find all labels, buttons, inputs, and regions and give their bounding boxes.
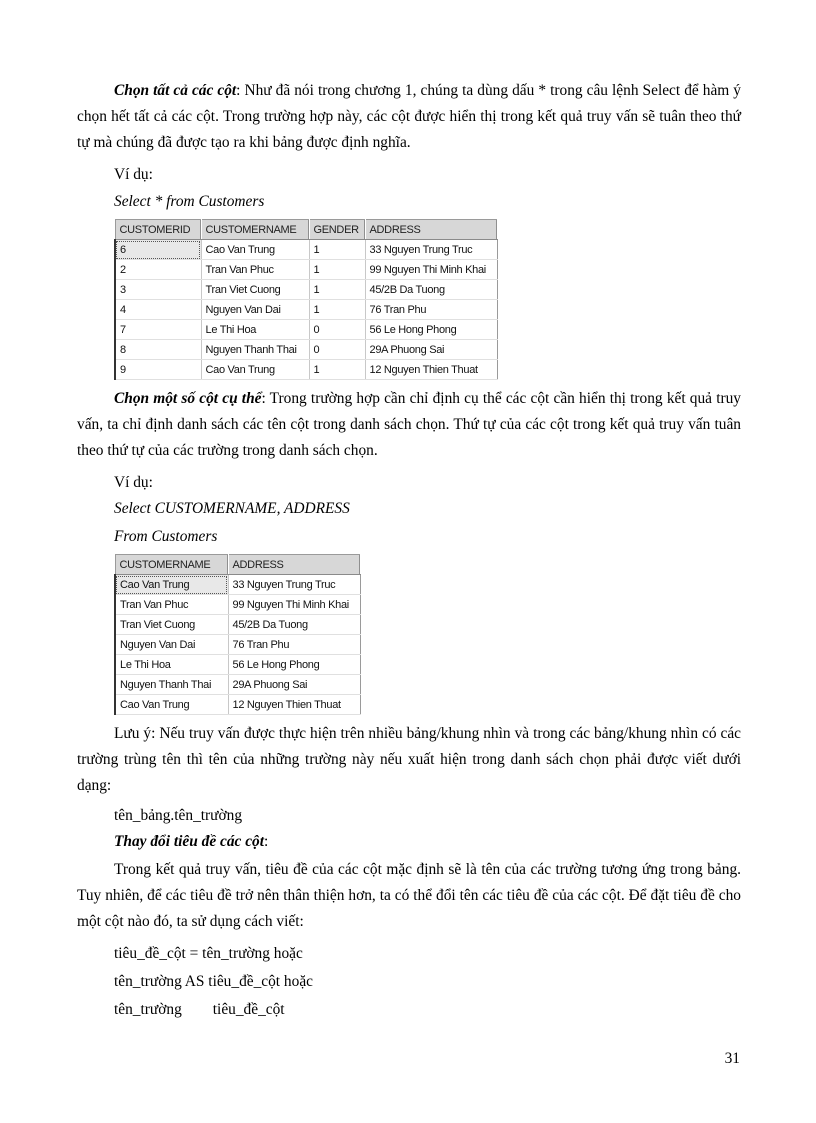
table-cell: 99 Nguyen Thi Minh Khai — [228, 595, 360, 615]
table-row — [115, 595, 360, 615]
table-cell: Nguyen Van Dai — [115, 635, 228, 655]
table-cell: 8 — [115, 340, 201, 360]
table-cell: 45/2B Da Tuong — [228, 615, 360, 635]
table-cell: 1 — [309, 240, 365, 260]
table-cell: 1 — [309, 260, 365, 280]
column-header: CUSTOMERID — [115, 220, 201, 240]
paragraph-select-specific — [77, 386, 741, 464]
table-cell: 99 Nguyen Thi Minh Khai — [365, 260, 497, 280]
table-cell: Cao Van Trung — [115, 695, 228, 715]
heading-change-titles: Thay đổi tiêu đề các cột — [114, 833, 265, 850]
table-cell: 12 Nguyen Thien Thuat — [228, 695, 360, 715]
table-cell: 33 Nguyen Trung Truc — [365, 240, 497, 260]
table-cell: Cao Van Trung — [201, 360, 309, 380]
table-cell: 1 — [309, 280, 365, 300]
column-header: ADDRESS — [228, 555, 360, 575]
paragraph-change-titles: Trong kết quả truy vấn, tiêu đề của các cột mặc định sẽ là tên của các trường tương ứng trong bảng. Tuy nhiên, để các tiêu đề trở nên thân thiện hơn, ta có thể đổi tên các tiêu đề của các cột. Để đặt tiêu đề cho một cột nào đó, ta sử dụng cách viết: — [77, 861, 741, 930]
table-cell: Nguyen Thanh Thai — [201, 340, 309, 360]
paragraph-select-all — [77, 78, 741, 156]
customers-result-table — [114, 219, 498, 380]
heading-select-all: Chọn tất cả các cột — [114, 82, 237, 99]
table-row — [115, 655, 360, 675]
page-number: 31 — [724, 1050, 740, 1067]
table-cell: Le Thi Hoa — [201, 320, 309, 340]
example-label-2: Ví dụ: — [114, 474, 153, 491]
paragraph-select-all-text: : Như đã nói trong chương 1, chúng ta dùng dấu * trong câu lệnh Select để hàm ý chọn hết tất cả các cột. Trong trường hợp này, các cột được hiển thị trong kết quả truy vấn sẽ tuân theo thứ tự mà chúng đã được tạo ra khi bảng được định nghĩa. — [77, 82, 742, 151]
table-row — [115, 320, 497, 340]
table-cell: 76 Tran Phu — [228, 635, 360, 655]
example-query-2-line-1: Select CUSTOMERNAME, ADDRESS — [114, 500, 350, 517]
column-header: CUSTOMERNAME — [201, 220, 309, 240]
syntax-line-3-field: tên_trường — [114, 1001, 182, 1018]
table-cell: 0 — [309, 320, 365, 340]
table-cell: Nguyen Thanh Thai — [115, 675, 228, 695]
note-paragraph: Lưu ý: Nếu truy vấn được thực hiện trên nhiều bảng/khung nhìn và trong các bảng/khung nhìn có các trường trùng tên thì tên của những trường này nếu xuất hiện trong danh sách chọn phải được viết dưới dạng: — [77, 725, 741, 794]
table-cell: Le Thi Hoa — [115, 655, 228, 675]
table-row — [115, 360, 497, 380]
table-cell: 1 — [309, 300, 365, 320]
table-cell: 76 Tran Phu — [365, 300, 497, 320]
column-header: ADDRESS — [365, 220, 497, 240]
table-cell: Cao Van Trung — [201, 240, 309, 260]
heading-change-titles-line — [114, 829, 268, 855]
table-row — [115, 695, 360, 715]
heading-change-titles-suffix: : — [264, 833, 269, 850]
table-row — [115, 635, 360, 655]
table-cell: 45/2B Da Tuong — [365, 280, 497, 300]
customer-name-address-table — [114, 554, 361, 715]
table-cell: Tran Viet Cuong — [115, 615, 228, 635]
table-row — [115, 300, 497, 320]
table-cell: 9 — [115, 360, 201, 380]
note-syntax: tên_bảng.tên_trường — [114, 807, 243, 824]
table-cell: 7 — [115, 320, 201, 340]
table-cell: 4 — [115, 300, 201, 320]
table-cell: Tran Van Phuc — [115, 595, 228, 615]
syntax-line-2: tên_trường AS tiêu_đề_cột hoặc — [114, 973, 313, 990]
table-cell: 56 Le Hong Phong — [228, 655, 360, 675]
table-cell: Tran Viet Cuong — [201, 280, 309, 300]
table-row — [115, 240, 497, 260]
table-cell: 29A Phuong Sai — [228, 675, 360, 695]
table-row — [115, 260, 497, 280]
table-cell: 6 — [115, 240, 201, 260]
paragraph-select-specific-text: : Trong trường hợp cần chỉ định cụ thể các cột cần hiển thị trong kết quả truy vấn, ta chỉ định danh sách các tên cột trong danh sách chọn. Thứ tự của các cột trong kết quả truy vấn tuân theo thứ tự của các trường trong danh sách chọn. — [77, 390, 741, 459]
table-cell: 56 Le Hong Phong — [365, 320, 497, 340]
table-cell: 0 — [309, 340, 365, 360]
table-cell: 29A Phuong Sai — [365, 340, 497, 360]
table-row — [115, 615, 360, 635]
syntax-line-3 — [114, 997, 285, 1023]
table-cell: 2 — [115, 260, 201, 280]
example-label-1: Ví dụ: — [114, 166, 153, 183]
table-cell: 3 — [115, 280, 201, 300]
table-cell: Tran Van Phuc — [201, 260, 309, 280]
table-header-row — [115, 555, 360, 575]
table-row — [115, 340, 497, 360]
table-row — [115, 675, 360, 695]
table-cell: 33 Nguyen Trung Truc — [228, 575, 360, 595]
table-row — [115, 280, 497, 300]
example-query-1: Select * from Customers — [114, 193, 265, 210]
table-cell: 12 Nguyen Thien Thuat — [365, 360, 497, 380]
table-header-row — [115, 220, 497, 240]
syntax-line-1: tiêu_đề_cột = tên_trường hoặc — [114, 945, 303, 962]
table-cell: Nguyen Van Dai — [201, 300, 309, 320]
example-query-2-line-2: From Customers — [114, 528, 218, 545]
heading-select-specific: Chọn một số cột cụ thể — [114, 390, 262, 407]
column-header: CUSTOMERNAME — [115, 555, 228, 575]
table-cell: 1 — [309, 360, 365, 380]
syntax-line-3-title: tiêu_đề_cột — [212, 1001, 285, 1018]
column-header: GENDER — [309, 220, 365, 240]
table-row — [115, 575, 360, 595]
table-cell: Cao Van Trung — [115, 575, 228, 595]
